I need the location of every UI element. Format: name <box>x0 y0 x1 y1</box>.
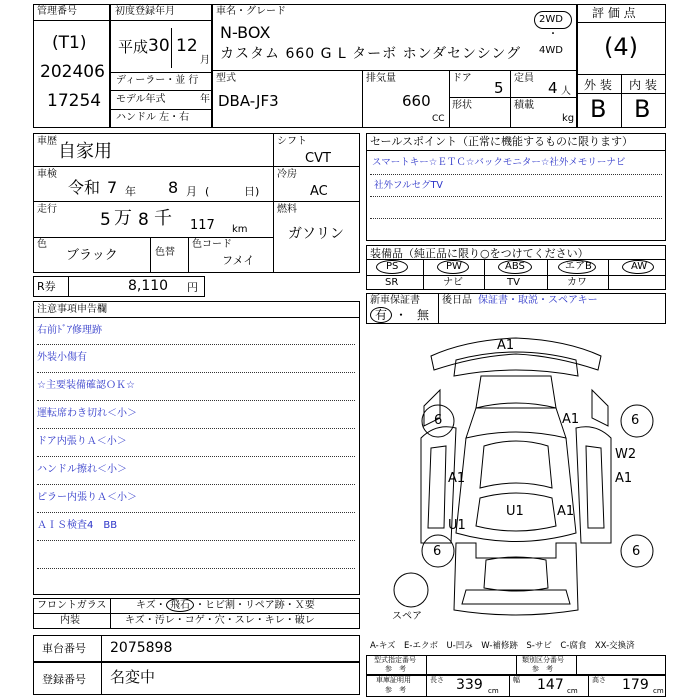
legend-text: A-キズ E-エクボ U-凹み W-補修跡 S-サビ C-腐食 XX-交換済 <box>370 641 635 651</box>
reg-number-label: 登録番号 <box>42 673 86 686</box>
damage-mark-right-rear-door: W2 <box>615 447 637 462</box>
mileage-km: km <box>232 224 248 235</box>
shift-value: CVT <box>305 151 331 166</box>
recycle-value: 8,110 <box>128 278 169 294</box>
mileage-sen-unit: 千 <box>154 208 172 229</box>
inspection-day-unit: 日) <box>244 185 260 198</box>
equip-airbag: エアB <box>565 261 592 272</box>
inspection-year: 7 <box>107 178 118 197</box>
score-label: 評 価 点 <box>592 6 636 20</box>
mileage-man: 5 <box>100 210 111 230</box>
color-change-label: 色替 <box>155 247 175 258</box>
capacity-unit: 人 <box>561 86 571 97</box>
note-item-5: ドア内張りＡ＜小＞ <box>37 436 127 447</box>
damage-mark-right-front-tire: 6 <box>631 413 640 428</box>
spare-tire-label: スペア <box>392 611 422 622</box>
exterior-label: 外 装 <box>584 78 612 92</box>
windshield-opt-a: キズ・ <box>136 600 166 611</box>
fuel-label: 燃料 <box>277 204 297 215</box>
inspection-label: 車検 <box>37 169 57 180</box>
extras-label: 後日品 <box>442 295 472 306</box>
damage-mark-left-rear-tire: 6 <box>433 544 442 559</box>
damage-mark-center: U1 <box>506 504 524 519</box>
color-code-label: 色コード <box>192 239 232 250</box>
color-label: 色 <box>37 239 47 250</box>
registration-era: 平成 <box>118 38 149 56</box>
windshield-label: フロントガラス <box>37 600 107 611</box>
inspection-paren: ( <box>205 185 210 198</box>
mileage-rest: 117 <box>190 218 215 233</box>
color-code-value: フメイ <box>222 254 255 267</box>
handle-label: ハンドル 左・右 <box>116 112 190 123</box>
displacement-label: 排気量 <box>366 73 396 84</box>
extras-value: 保証書・取説・スペアキー <box>478 295 598 306</box>
capacity-label: 定員 <box>514 73 534 84</box>
interior-label: 内 装 <box>629 78 657 92</box>
displacement-unit: CC <box>432 114 445 124</box>
height-label: 高さ <box>592 676 606 684</box>
mileage-label: 走行 <box>37 204 57 215</box>
ac-label: 冷房 <box>277 169 297 180</box>
inspection-month: 8 <box>168 178 179 197</box>
damage-mark-roof: A1 <box>497 338 515 353</box>
inspection-month-unit: 月 <box>186 185 197 198</box>
equip-aw: AW <box>631 261 648 272</box>
exterior-score: B <box>590 95 607 123</box>
interior-check-options: キズ・汚レ・コゲ・穴・スレ・キレ・破レ <box>125 615 315 626</box>
registration-month: 12 <box>176 36 198 56</box>
doors-value: 5 <box>494 79 504 97</box>
capacity-value: 4 <box>548 79 558 97</box>
inspection-era: 令和 <box>68 178 101 197</box>
registration-month-unit: 月 <box>200 55 210 66</box>
mileage-man-unit: 万 <box>114 208 132 229</box>
warranty-yes: 有 <box>375 308 388 322</box>
damage-mark-left-side: A1 <box>448 471 466 486</box>
history-value: 自家用 <box>58 141 112 162</box>
warranty-label: 新車保証書 <box>370 295 420 306</box>
chassis-value: 2075898 <box>110 640 173 656</box>
sales-point-line2: 社外フルセグTV <box>374 180 443 191</box>
interior-check-label: 内装 <box>60 615 80 626</box>
vehicle-grade: カスタム 660 G L ターボ ホンダセンシング <box>220 46 522 62</box>
equip-pw: PW <box>446 261 462 272</box>
equip-sr: SR <box>385 277 399 288</box>
note-item-7: ピラー内張りＡ＜小＞ <box>37 492 137 503</box>
ac-value: AC <box>310 184 328 199</box>
windshield-opt-b: ・ヒビ割・リペア跡・Ｘ要 <box>195 600 315 611</box>
equipment-label: 装備品（純正品に限り○をつけてください） <box>370 247 589 260</box>
damage-mark-left-rear: U1 <box>448 518 466 533</box>
damage-mark-right-front-door: A1 <box>562 412 580 427</box>
length-value: 339 <box>456 677 483 693</box>
width-value: 147 <box>537 677 564 693</box>
doors-label: ドア <box>452 73 472 84</box>
mgmt-year-month: 202406 <box>40 62 105 82</box>
dealer-label: ディーラー・並 行 <box>116 75 199 86</box>
inspection-year-unit: 年 <box>125 185 136 198</box>
class-number-label: 類別区分番号 <box>522 656 564 664</box>
note-item-4: 運転席わき切れ＜小＞ <box>37 408 137 419</box>
equip-tv: TV <box>507 277 520 288</box>
notes-box <box>33 301 360 595</box>
type-label: 型式 <box>216 73 236 84</box>
warranty-sep: ・ <box>395 308 408 322</box>
sales-points-label: セールスポイント（正常に機能するものに限ります） <box>370 135 634 148</box>
width-unit: cm <box>567 687 578 695</box>
mgmt-label: 管理番号 <box>37 6 77 17</box>
recycle-unit: 円 <box>187 281 198 294</box>
vehicle-name-label: 車名・グレード <box>216 6 286 17</box>
recycle-label: R券 <box>37 280 56 293</box>
mgmt-number: 17254 <box>47 91 102 111</box>
reg-number-value: 名変中 <box>110 668 156 686</box>
model-year-label: モデル年式 <box>116 94 166 105</box>
length-label: 長さ <box>430 676 444 684</box>
damage-mark-left-front-tire: 6 <box>434 413 443 428</box>
displacement-value: 660 <box>402 92 431 110</box>
notes-label: 注意事項申告欄 <box>37 304 107 315</box>
fuel-value: ガソリン <box>288 226 344 242</box>
score-value: (4) <box>604 33 638 61</box>
cert-ref: 参 考 <box>385 686 406 694</box>
shape-label: 形状 <box>452 100 472 111</box>
shift-label: シフト <box>277 136 307 147</box>
warranty-no: 無 <box>417 308 430 322</box>
drive-4wd: 4WD <box>539 45 563 56</box>
width-label: 幅 <box>513 676 520 684</box>
model-year-unit: 年 <box>200 94 210 105</box>
load-label: 積載 <box>514 100 534 111</box>
note-item-6: ハンドル擦れ＜小＞ <box>37 464 127 475</box>
sales-point-line1: スマートキー☆ＥＴＣ☆バックモニター☆社外メモリーナビ <box>372 157 626 168</box>
length-unit: cm <box>488 687 499 695</box>
equip-leather: カワ <box>567 277 587 288</box>
color-value: ブラック <box>66 248 118 263</box>
cert-label: 車庫証明用 <box>376 676 411 684</box>
damage-mark-center-right: A1 <box>557 504 575 519</box>
damage-mark-right-rear-tire: 6 <box>632 544 641 559</box>
vehicle-name: N-BOX <box>220 23 271 42</box>
height-unit: cm <box>653 687 664 695</box>
damage-mark-right-side: A1 <box>615 471 633 486</box>
vehicle-type: DBA-JF3 <box>218 92 279 110</box>
type-number-ref: 参 考 <box>385 665 406 673</box>
history-label: 車歴 <box>37 136 57 147</box>
recycle-box <box>33 276 205 297</box>
equip-navi: ナビ <box>443 277 463 288</box>
drive-2wd: 2WD <box>539 14 563 25</box>
mileage-sen: 8 <box>138 210 149 230</box>
class-number-ref: 参 考 <box>532 665 553 673</box>
registration-label: 初度登録年月 <box>115 6 175 17</box>
note-item-2: 外装小傷有 <box>37 352 87 363</box>
drive-dot: ・ <box>548 29 558 40</box>
interior-score: B <box>634 95 651 123</box>
note-item-3: ☆主要装備確認ＯＫ☆ <box>37 380 135 391</box>
mgmt-code: (T1) <box>52 33 87 53</box>
registration-year: 30 <box>148 36 170 56</box>
note-item-8: ＡＩＳ検査4 BB <box>37 520 118 531</box>
note-item-1: 右前ﾄﾞｱ修理跡 <box>37 325 102 336</box>
windshield-opt-chip: 飛石 <box>170 600 190 611</box>
type-number-label: 型式指定番号 <box>374 656 416 664</box>
equip-ps: PS <box>386 261 399 272</box>
chassis-label: 車台番号 <box>42 642 86 655</box>
equip-abs: ABS <box>505 261 525 272</box>
load-unit: kg <box>562 113 575 124</box>
height-value: 179 <box>622 677 649 693</box>
